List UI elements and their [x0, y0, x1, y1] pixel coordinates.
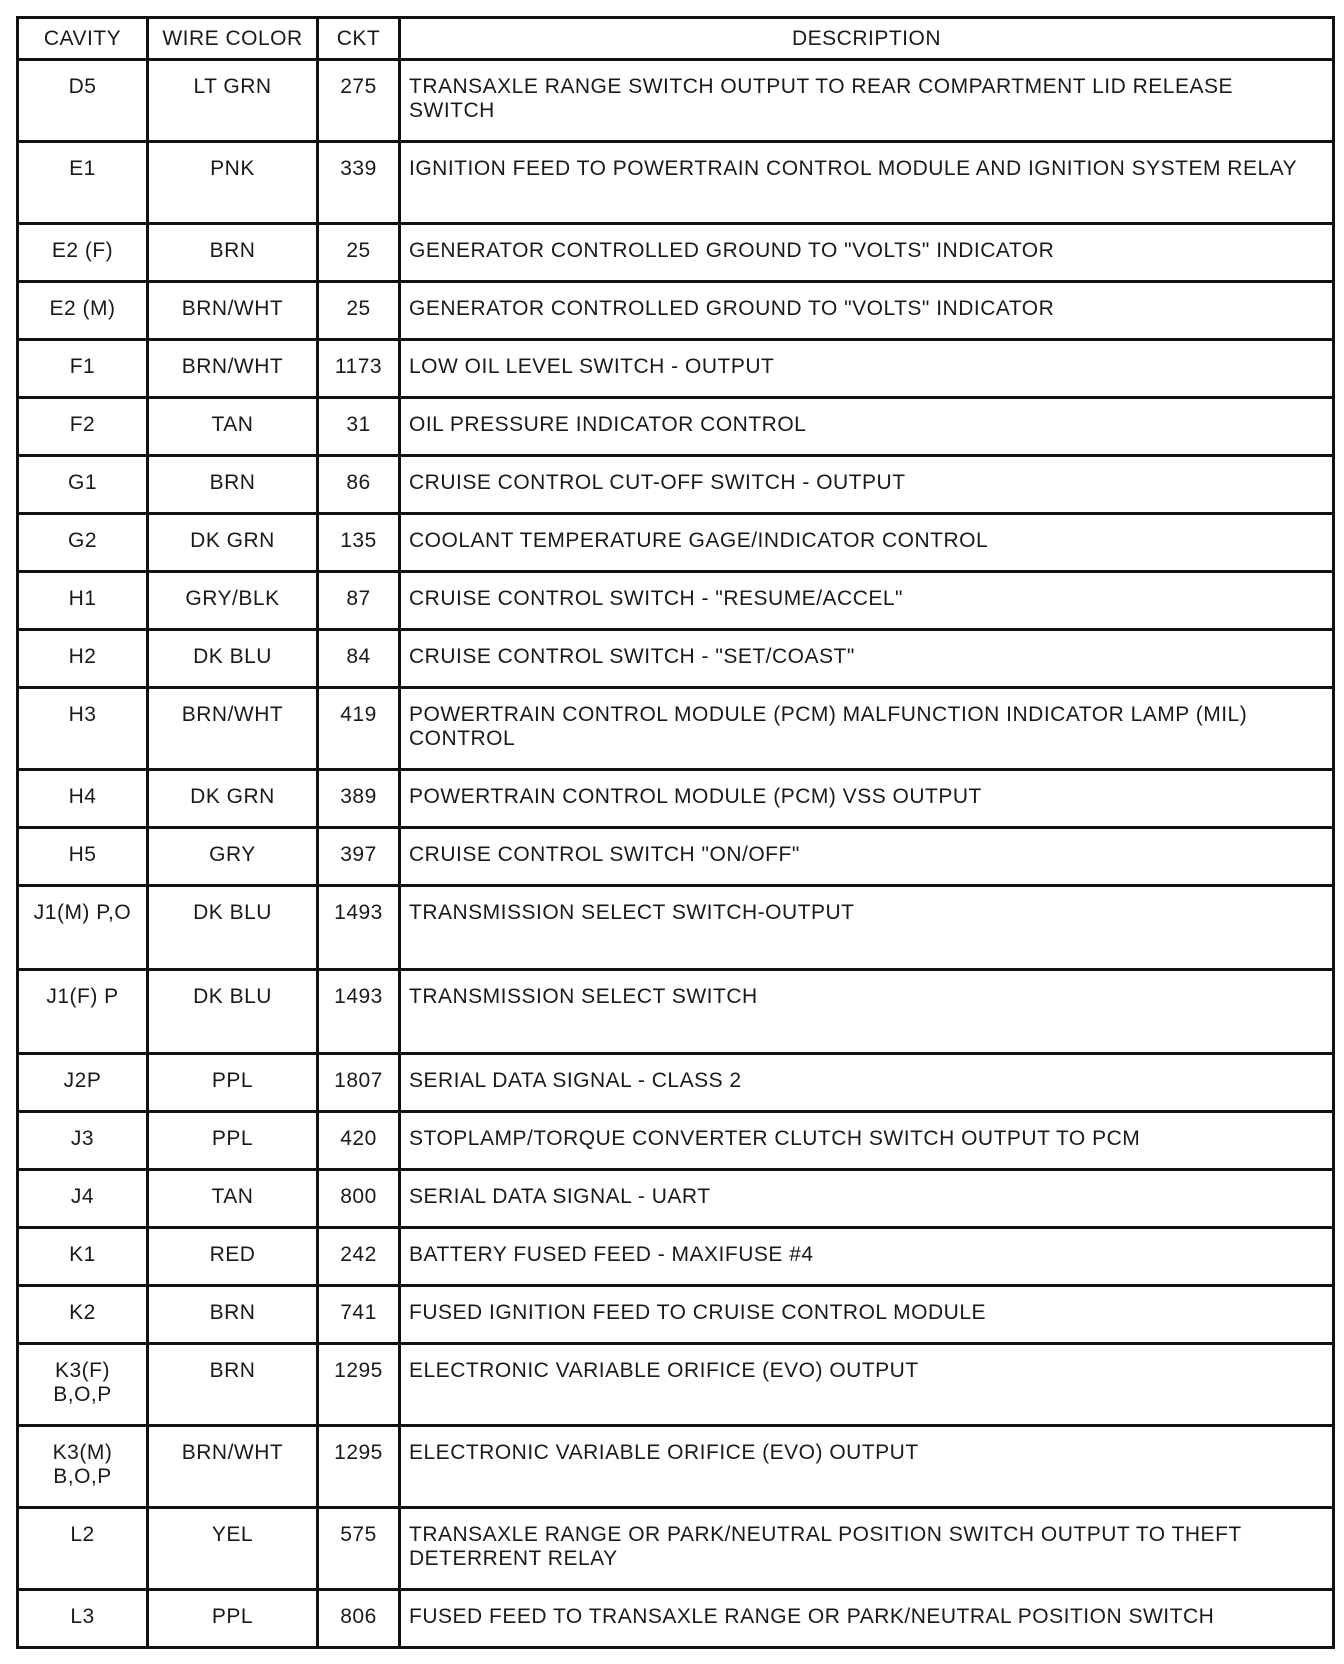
cell-description: LOW OIL LEVEL SWITCH - OUTPUT: [400, 340, 1334, 398]
cell-description: SERIAL DATA SIGNAL - CLASS 2: [400, 1054, 1334, 1112]
cell-cavity: G1: [18, 456, 148, 514]
cell-description: GENERATOR CONTROLLED GROUND TO "VOLTS" INDICATOR: [400, 224, 1334, 282]
cell-ckt: 420: [318, 1112, 400, 1170]
cell-cavity: F1: [18, 340, 148, 398]
cell-cavity: E2 (F): [18, 224, 148, 282]
cell-ckt: 84: [318, 630, 400, 688]
header-wire-color: WIRE COLOR: [148, 18, 318, 60]
cell-wire-color: YEL: [148, 1508, 318, 1590]
cell-wire-color: LT GRN: [148, 60, 318, 142]
cell-ckt: 275: [318, 60, 400, 142]
table-row: [18, 970, 1334, 1054]
cell-ckt: 397: [318, 828, 400, 886]
cell-ckt: 87: [318, 572, 400, 630]
table-row: [18, 688, 1334, 770]
cell-description: FUSED FEED TO TRANSAXLE RANGE OR PARK/NEUTRAL POSITION SWITCH: [400, 1590, 1334, 1648]
cell-cavity: H4: [18, 770, 148, 828]
cell-wire-color: BRN: [148, 456, 318, 514]
cell-cavity: K3(F) B,O,P: [18, 1344, 148, 1426]
table-row: [18, 340, 1334, 398]
cell-ckt: 1493: [318, 886, 400, 970]
cell-description: GENERATOR CONTROLLED GROUND TO "VOLTS" INDICATOR: [400, 282, 1334, 340]
cell-cavity: H3: [18, 688, 148, 770]
cell-description: SERIAL DATA SIGNAL - UART: [400, 1170, 1334, 1228]
cell-wire-color: BRN: [148, 1344, 318, 1426]
cell-cavity: J4: [18, 1170, 148, 1228]
table-row: [18, 1112, 1334, 1170]
header-cavity: CAVITY: [18, 18, 148, 60]
table-row: [18, 1286, 1334, 1344]
cell-description: COOLANT TEMPERATURE GAGE/INDICATOR CONTROL: [400, 514, 1334, 572]
table-row: [18, 282, 1334, 340]
cell-wire-color: PNK: [148, 142, 318, 224]
cell-wire-color: GRY: [148, 828, 318, 886]
cell-ckt: 31: [318, 398, 400, 456]
cell-cavity: K3(M) B,O,P: [18, 1426, 148, 1508]
cell-ckt: 800: [318, 1170, 400, 1228]
cell-description: OIL PRESSURE INDICATOR CONTROL: [400, 398, 1334, 456]
cell-cavity: J1(M) P,O: [18, 886, 148, 970]
cell-wire-color: TAN: [148, 398, 318, 456]
cell-description: BATTERY FUSED FEED - MAXIFUSE #4: [400, 1228, 1334, 1286]
cell-cavity: E1: [18, 142, 148, 224]
cell-description: CRUISE CONTROL CUT-OFF SWITCH - OUTPUT: [400, 456, 1334, 514]
table-row: [18, 1426, 1334, 1508]
table-row: [18, 1344, 1334, 1426]
cell-description: CRUISE CONTROL SWITCH - "SET/COAST": [400, 630, 1334, 688]
cell-wire-color: RED: [148, 1228, 318, 1286]
cell-description: ELECTRONIC VARIABLE ORIFICE (EVO) OUTPUT: [400, 1426, 1334, 1508]
cell-wire-color: DK GRN: [148, 770, 318, 828]
cell-cavity: G2: [18, 514, 148, 572]
cell-cavity: J1(F) P: [18, 970, 148, 1054]
cell-wire-color: BRN/WHT: [148, 340, 318, 398]
cell-description: IGNITION FEED TO POWERTRAIN CONTROL MODULE AND IGNITION SYSTEM RELAY: [400, 142, 1334, 224]
cell-description: TRANSAXLE RANGE OR PARK/NEUTRAL POSITION SWITCH OUTPUT TO THEFT DETERRENT RELAY: [400, 1508, 1334, 1590]
header-ckt: CKT: [318, 18, 400, 60]
cell-description: ELECTRONIC VARIABLE ORIFICE (EVO) OUTPUT: [400, 1344, 1334, 1426]
cell-ckt: 86: [318, 456, 400, 514]
table-row: [18, 142, 1334, 224]
cell-ckt: 1173: [318, 340, 400, 398]
cell-wire-color: DK BLU: [148, 970, 318, 1054]
cell-description: CRUISE CONTROL SWITCH "ON/OFF": [400, 828, 1334, 886]
cell-wire-color: TAN: [148, 1170, 318, 1228]
cell-ckt: 25: [318, 282, 400, 340]
cell-cavity: K1: [18, 1228, 148, 1286]
cell-wire-color: BRN/WHT: [148, 282, 318, 340]
cell-ckt: 25: [318, 224, 400, 282]
header-description: DESCRIPTION: [400, 18, 1334, 60]
cell-wire-color: BRN: [148, 1286, 318, 1344]
cell-description: TRANSMISSION SELECT SWITCH: [400, 970, 1334, 1054]
cell-ckt: 1295: [318, 1344, 400, 1426]
table-row: [18, 1170, 1334, 1228]
table-row: [18, 224, 1334, 282]
table-row: [18, 1590, 1334, 1648]
cell-cavity: H1: [18, 572, 148, 630]
cell-cavity: J2P: [18, 1054, 148, 1112]
cell-cavity: L3: [18, 1590, 148, 1648]
cell-ckt: 575: [318, 1508, 400, 1590]
cell-cavity: D5: [18, 60, 148, 142]
header-row: [18, 18, 1334, 60]
cell-description: CRUISE CONTROL SWITCH - "RESUME/ACCEL": [400, 572, 1334, 630]
table-row: [18, 60, 1334, 142]
cell-ckt: 1295: [318, 1426, 400, 1508]
cell-ckt: 389: [318, 770, 400, 828]
cell-ckt: 339: [318, 142, 400, 224]
table-row: [18, 514, 1334, 572]
cell-ckt: 1807: [318, 1054, 400, 1112]
cell-ckt: 135: [318, 514, 400, 572]
cell-cavity: F2: [18, 398, 148, 456]
cell-wire-color: GRY/BLK: [148, 572, 318, 630]
table-row: [18, 572, 1334, 630]
cell-wire-color: PPL: [148, 1590, 318, 1648]
cell-wire-color: DK BLU: [148, 886, 318, 970]
cell-cavity: H5: [18, 828, 148, 886]
cell-wire-color: DK BLU: [148, 630, 318, 688]
cell-description: POWERTRAIN CONTROL MODULE (PCM) MALFUNCTION INDICATOR LAMP (MIL) CONTROL: [400, 688, 1334, 770]
cell-wire-color: DK GRN: [148, 514, 318, 572]
cell-wire-color: BRN/WHT: [148, 1426, 318, 1508]
table-row: [18, 828, 1334, 886]
cell-wire-color: BRN/WHT: [148, 688, 318, 770]
table-row: [18, 630, 1334, 688]
cell-cavity: E2 (M): [18, 282, 148, 340]
cell-ckt: 419: [318, 688, 400, 770]
cell-description: POWERTRAIN CONTROL MODULE (PCM) VSS OUTPUT: [400, 770, 1334, 828]
cell-cavity: J3: [18, 1112, 148, 1170]
cell-cavity: K2: [18, 1286, 148, 1344]
cell-description: FUSED IGNITION FEED TO CRUISE CONTROL MODULE: [400, 1286, 1334, 1344]
connector-pinout-table: [16, 16, 1335, 1649]
cell-wire-color: PPL: [148, 1054, 318, 1112]
cell-description: TRANSMISSION SELECT SWITCH-OUTPUT: [400, 886, 1334, 970]
table-row: [18, 456, 1334, 514]
cell-description: STOPLAMP/TORQUE CONVERTER CLUTCH SWITCH OUTPUT TO PCM: [400, 1112, 1334, 1170]
table-row: [18, 1508, 1334, 1590]
connector-pinout-sheet: [16, 16, 1332, 1649]
cell-ckt: 1493: [318, 970, 400, 1054]
table-row: [18, 1228, 1334, 1286]
cell-cavity: H2: [18, 630, 148, 688]
table-row: [18, 398, 1334, 456]
table-row: [18, 1054, 1334, 1112]
cell-wire-color: PPL: [148, 1112, 318, 1170]
table-row: [18, 886, 1334, 970]
cell-ckt: 242: [318, 1228, 400, 1286]
cell-ckt: 806: [318, 1590, 400, 1648]
cell-wire-color: BRN: [148, 224, 318, 282]
cell-cavity: L2: [18, 1508, 148, 1590]
table-row: [18, 770, 1334, 828]
cell-ckt: 741: [318, 1286, 400, 1344]
cell-description: TRANSAXLE RANGE SWITCH OUTPUT TO REAR COMPARTMENT LID RELEASE SWITCH: [400, 60, 1334, 142]
